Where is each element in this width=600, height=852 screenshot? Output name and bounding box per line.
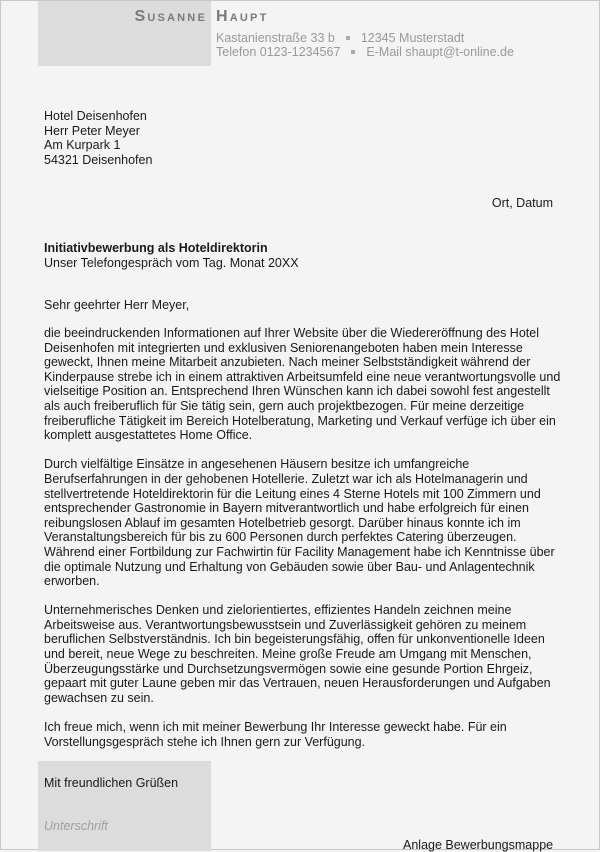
sender-first-name: Susanne bbox=[134, 8, 207, 25]
recipient-line: Herr Peter Meyer bbox=[44, 123, 140, 138]
body-paragraph: Unternehmerisches Denken und zielorientiertes, effizientes Handeln zeichnen meine Arbeitsweise aus. Verantwortungsbewusstsein und Zuverlässigkeit gehören zu meinem beruflichen Selbstverständnis. Ich bin begeisterungsfähig, offen für unkonventionelle Ideen und bereit, neue Wege zu beschreiten. Meine große Freude am Umgang mit Menschen, Überzeugungsstärke und Durchsetzungsvermögen sowie eine gesunde Portion Ehrgeiz, gepaart mit guter Laune geben mir das Vertrauen, neuen Herausforderungen und Aufgaben gewachsen zu sein. bbox=[44, 603, 551, 705]
recipient-line: Am Kurpark 1 bbox=[44, 138, 121, 152]
body-paragraph: die beeindruckenden Informationen auf Ihrer Website über die Wiedereröffnung des Hotel Deisenhofen mit integrierten und exklusiven Seniorenangeboten haben mein Interesse geweckt, Ihnen meine Mitarbeit anzubieten. Nach meiner Selbstständigkeit während der Kinderpause strebe ich in einem attraktiven Arbeitsumfeld eine neue verantwortungsvolle und vielseitige Position an. Entsprechend Ihren Wünschen kann ich dabei sowohl fest angestellt als auch freiberuflich für Sie tätig sein, gern auch projektbezogen. Für meine derzeitige freiberufliche Tätigkeit im Bereich Hotelberatung, Marketing und Verkauf verfüge ich über ein komplett ausgestattetes Home Office. bbox=[44, 326, 561, 443]
footer-accent-block bbox=[38, 761, 211, 851]
letter-body bbox=[44, 326, 564, 764]
sender-contact-line bbox=[216, 45, 514, 59]
body-paragraph: Ich freue mich, wenn ich mit meiner Bewerbung Ihr Interesse geweckt habe. Für ein Vorstellungsgespräch stehe ich Ihnen gern zur Verfügung. bbox=[44, 720, 507, 749]
recipient-line: 54321 Deisenhofen bbox=[44, 152, 153, 167]
signature-placeholder: Unterschrift bbox=[44, 819, 108, 833]
subject-reference: Unser Telefongespräch vom Tag. Monat 20XX bbox=[44, 255, 299, 270]
subject-block bbox=[44, 241, 299, 270]
sender-street: Kastanienstraße 33 b bbox=[216, 31, 335, 45]
sender-phone: Telefon 0123-1234567 bbox=[216, 45, 341, 59]
sender-contact bbox=[216, 31, 514, 59]
subject-title: Initiativbewerbung als Hoteldirektorin bbox=[44, 241, 268, 255]
sender-last-name: Haupt bbox=[216, 8, 269, 25]
body-paragraph: Durch vielfältige Einsätze in angesehenen Häusern besitze ich umfangreiche Berufserfahrungen in der gehobenen Hotellerie. Zuletzt war ich als Hotelmanagerin und stellvertretende Hoteldirektorin für die Leitung eines 4 Sterne Hotels mit 100 Zimmern und entsprechender Gastronomie in Bayern mitverantwortlich und habe erfolgreich für einen reibungslosen Ablauf im gesamten Hotelbetrieb gesorgt. Darüber hinaus konnte ich im Veranstaltungsbereich für bis zu 600 Personen durch perfektes Catering überzeugen. Während einer Fortbildung zur Fachwirtin für Facility Management habe ich Kenntnisse über die optimale Nutzung und Erhaltung von Gebäuden sowie über Bau- und Anlagentechnik erworben. bbox=[44, 457, 555, 589]
sender-address-line bbox=[216, 31, 514, 45]
salutation: Sehr geehrter Herr Meyer, bbox=[44, 298, 190, 312]
place-date: Ort, Datum bbox=[491, 196, 553, 210]
recipient-address bbox=[44, 109, 152, 167]
enclosure: Anlage Bewerbungsmappe bbox=[403, 838, 554, 852]
recipient-line: Hotel Deisenhofen bbox=[44, 109, 147, 123]
separator-bullet-icon bbox=[346, 36, 350, 40]
sender-email: E-Mail shaupt@t-online.de bbox=[366, 45, 514, 59]
closing: Mit freundlichen Grüßen bbox=[44, 776, 179, 790]
separator-bullet-icon bbox=[351, 50, 355, 54]
sender-city: 12345 Musterstadt bbox=[360, 31, 465, 45]
